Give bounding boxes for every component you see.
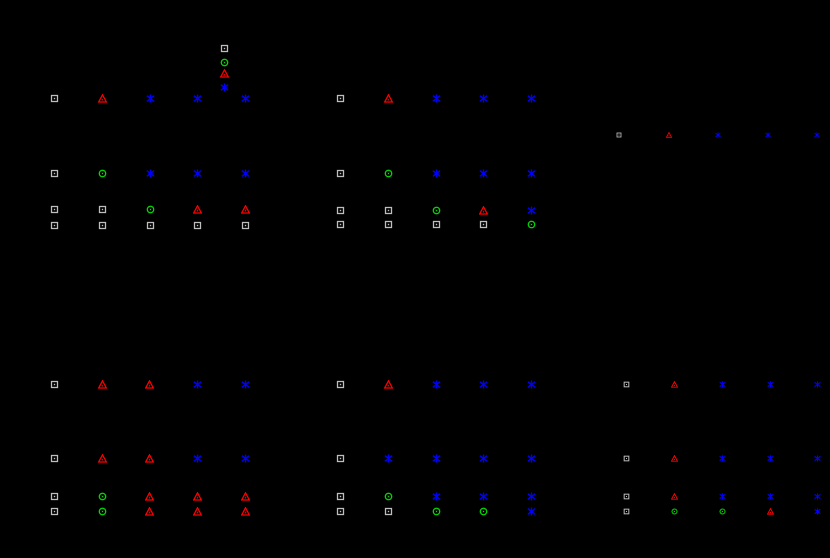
- square-marker-icon: [623, 455, 630, 462]
- star-marker-icon: [479, 380, 488, 389]
- triangle-marker-icon: [767, 508, 774, 515]
- circle-marker-icon: [146, 205, 155, 214]
- triangle-marker-icon: [193, 507, 202, 516]
- triangle-marker-icon: [666, 132, 672, 138]
- star-marker-icon: [814, 493, 821, 500]
- square-marker-icon: [336, 454, 345, 463]
- star-marker-icon: [193, 169, 202, 178]
- circle-marker-icon: [384, 169, 393, 178]
- square-marker-icon: [50, 169, 59, 178]
- star-marker-icon: [432, 454, 441, 463]
- star-marker-icon: [479, 94, 488, 103]
- triangle-marker-icon: [241, 492, 250, 501]
- star-marker-icon: [241, 380, 250, 389]
- star-marker-icon: [479, 454, 488, 463]
- star-marker-icon: [527, 507, 536, 516]
- triangle-marker-icon: [145, 507, 154, 516]
- circle-marker-icon: [719, 508, 726, 515]
- square-marker-icon: [50, 507, 59, 516]
- star-marker-icon: [527, 206, 536, 215]
- triangle-marker-icon: [241, 507, 250, 516]
- star-marker-icon: [146, 94, 155, 103]
- star-marker-icon: [193, 380, 202, 389]
- star-marker-icon: [527, 169, 536, 178]
- star-marker-icon: [432, 492, 441, 501]
- triangle-marker-icon: [671, 493, 678, 500]
- star-marker-icon: [193, 94, 202, 103]
- triangle-marker-icon: [479, 206, 488, 215]
- square-marker-icon: [50, 454, 59, 463]
- triangle-marker-icon: [145, 492, 154, 501]
- star-marker-icon: [527, 454, 536, 463]
- square-marker-icon: [98, 205, 107, 214]
- triangle-marker-icon: [220, 69, 229, 78]
- square-marker-icon: [50, 221, 59, 230]
- square-marker-icon: [336, 94, 345, 103]
- circle-marker-icon: [527, 220, 536, 229]
- triangle-marker-icon: [671, 381, 678, 388]
- square-marker-icon: [336, 169, 345, 178]
- star-marker-icon: [527, 380, 536, 389]
- star-marker-icon: [719, 381, 726, 388]
- star-marker-icon: [814, 381, 821, 388]
- star-marker-icon: [527, 94, 536, 103]
- circle-marker-icon: [98, 492, 107, 501]
- square-marker-icon: [384, 507, 393, 516]
- triangle-marker-icon: [98, 94, 107, 103]
- star-marker-icon: [220, 83, 229, 92]
- square-marker-icon: [336, 507, 345, 516]
- square-marker-icon: [50, 205, 59, 214]
- square-marker-icon: [616, 132, 622, 138]
- star-marker-icon: [432, 380, 441, 389]
- star-marker-icon: [479, 169, 488, 178]
- square-marker-icon: [336, 492, 345, 501]
- triangle-marker-icon: [193, 492, 202, 501]
- triangle-marker-icon: [241, 205, 250, 214]
- circle-marker-icon: [479, 507, 488, 516]
- square-marker-icon: [50, 94, 59, 103]
- star-marker-icon: [432, 94, 441, 103]
- star-marker-icon: [719, 493, 726, 500]
- square-marker-icon: [623, 381, 630, 388]
- triangle-marker-icon: [145, 380, 154, 389]
- square-marker-icon: [384, 220, 393, 229]
- star-marker-icon: [146, 169, 155, 178]
- square-marker-icon: [479, 220, 488, 229]
- triangle-marker-icon: [98, 454, 107, 463]
- star-marker-icon: [767, 381, 774, 388]
- star-marker-icon: [767, 455, 774, 462]
- square-marker-icon: [241, 221, 250, 230]
- circle-marker-icon: [671, 508, 678, 515]
- star-marker-icon: [715, 132, 721, 138]
- triangle-marker-icon: [145, 454, 154, 463]
- circle-marker-icon: [432, 206, 441, 215]
- square-marker-icon: [50, 380, 59, 389]
- square-marker-icon: [336, 206, 345, 215]
- star-marker-icon: [193, 454, 202, 463]
- star-marker-icon: [719, 455, 726, 462]
- square-marker-icon: [50, 492, 59, 501]
- triangle-marker-icon: [384, 380, 393, 389]
- circle-marker-icon: [220, 58, 229, 67]
- star-marker-icon: [241, 454, 250, 463]
- square-marker-icon: [336, 220, 345, 229]
- star-marker-icon: [527, 492, 536, 501]
- star-marker-icon: [241, 169, 250, 178]
- star-marker-icon: [767, 493, 774, 500]
- triangle-marker-icon: [193, 205, 202, 214]
- square-marker-icon: [384, 206, 393, 215]
- triangle-marker-icon: [671, 455, 678, 462]
- square-marker-icon: [623, 508, 630, 515]
- circle-marker-icon: [384, 492, 393, 501]
- triangle-marker-icon: [98, 380, 107, 389]
- square-marker-icon: [220, 44, 229, 53]
- square-marker-icon: [336, 380, 345, 389]
- square-marker-icon: [98, 221, 107, 230]
- star-marker-icon: [479, 492, 488, 501]
- square-marker-icon: [432, 220, 441, 229]
- star-marker-icon: [814, 455, 821, 462]
- square-marker-icon: [193, 221, 202, 230]
- square-marker-icon: [146, 221, 155, 230]
- square-marker-icon: [623, 493, 630, 500]
- star-marker-icon: [814, 508, 821, 515]
- star-marker-icon: [241, 94, 250, 103]
- triangle-marker-icon: [384, 94, 393, 103]
- star-marker-icon: [432, 169, 441, 178]
- circle-marker-icon: [98, 169, 107, 178]
- circle-marker-icon: [432, 507, 441, 516]
- star-marker-icon: [384, 454, 393, 463]
- star-marker-icon: [765, 132, 771, 138]
- circle-marker-icon: [98, 507, 107, 516]
- star-marker-icon: [814, 132, 820, 138]
